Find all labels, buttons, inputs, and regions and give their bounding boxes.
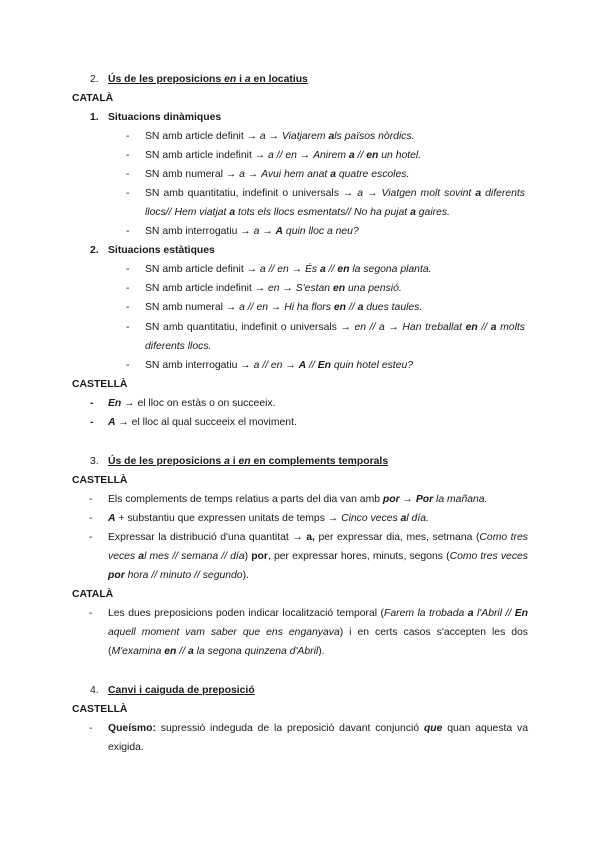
subheading-dinamiques: 1. Situacions dinàmiques [90,112,222,123]
list-item: - A + substantiu que expressen unitats de temps → Cinco veces al día. [89,513,429,524]
list-item: - SN amb article indefinit → en → S'estan en una pensió. [126,283,402,294]
list-item: - Expressar la distribució d'una quantitat → a, per expressar dia, mes, setmana (Como tres veces al mes // semana // día) por, per expressar hores, minuts, segons (Como tres veces por hora // minuto // segundo). [89,532,528,581]
section-4-title: Canvi i caiguda de preposició [108,685,255,696]
list-item: - SN amb numeral → a // en → Hi ha flors en // a dues taules. [126,302,423,313]
lang-heading-castella: CASTELLÀ [72,704,128,715]
list-item: - A → el lloc al qual succeeix el moviment. [90,417,297,428]
lang-heading-castella: CASTELLÀ [72,379,128,390]
lang-heading-castella: CASTELLÀ [72,475,128,486]
list-item: - SN amb quantitatiu, indefinit o universals → a → Viatgen molt sovint a diferents llocs// Hem viatjat a tots els llocs esmentats// No ha pujat a gaires. [126,188,525,218]
list-item: - SN amb quantitatiu, indefinit o universals → en // a → Han treballat en // a molts diferents llocs. [126,322,525,352]
lang-heading-catala: CATALÀ [72,93,114,104]
list-item: - SN amb interrogatiu → a → A quin lloc a neu? [126,226,359,237]
list-item: - SN amb article definit → a // en → És a // en la segona planta. [126,264,432,275]
section-2-title: Ús de les preposicions en i a en locatius [108,74,308,85]
list-item: - Queísmo: supressió indeguda de la preposició davant conjunció que quan aquesta va exigida. [89,723,528,753]
list-item: - SN amb article indefinit → a // en → Anirem a // en un hotel. [126,150,422,161]
list-item: - SN amb numeral → a → Avui hem anat a quatre escoles. [126,169,410,180]
list-item: - En → el lloc on estàs o on succeeix. [90,398,276,409]
document-page: 2. Ús de les preposicions en i a en locatius CATALÀ 1. Situacions dinàmiques - SN amb article definit → a → Viatjarem als països nòrdics. - SN amb article indefinit → a // en → Anirem a // en un hotel. - SN amb numeral → a → Avui hem anat a quatre escoles. - SN amb quantitatiu, indefinit o universals → a → Viatgen molt sovint a diferents llocs// Hem viatjat a tots els llocs esmentats// No ha pujat a gaires. - SN amb interrogatiu → a → A quin lloc a neu? 2. Situacions estàtiques - SN amb article definit → a // en → És a // en la segona planta. - SN amb article indefinit → en → S'estan en una pensió. - SN amb numeral → a // en → Hi ha flors en // a dues taules. - SN amb quantitatiu, indefinit o universals → en // a → Han treballat en // a molts diferents llocs. - SN amb interrogatiu → a // en → A // En quin hotel esteu? CASTELLÀ - En → el lloc on estàs o on succeeix. - A → el lloc al qual succeeix el moviment. 3. Ús de les preposicions a i en en complements temporals CASTELLÀ - Els complements de temps relatius a parts del dia van amb por → Por la mañana. - A + substantiu que expressen unitats de temps → Cinco veces al día. - Expressar la distribució d'una quantitat → a, per expressar dia, mes, setmana (Como tres veces al mes // semana // día) por, per expressar hores, minuts, segons (Como tres veces por hora // minuto // segundo). CATALÀ - Les dues preposicions poden indicar localització temporal (Farem la trobada a l'Abril // En aquell moment vam saber que ens enganyava) i en certs casos s'accepten les dos (M'examina en // a la segona quinzena d'Abril). 4. Canvi i caiguda de preposició CASTELLÀ - Queísmo: supressió indeguda de la preposició davant conjunció que quan aquesta va exigida. [0,0,600,848]
subheading-estatiques: 2. Situacions estàtiques [90,245,215,256]
lang-heading-catala: CATALÀ [72,589,114,600]
list-item: - Les dues preposicions poden indicar localització temporal (Farem la trobada a l'Abril // En aquell moment vam saber que ens enganyava) i en certs casos s'accepten les dos (M'examina en // a la segona quinzena d'Abril). [89,608,529,657]
list-item: - SN amb article definit → a → Viatjarem als països nòrdics. [126,131,415,142]
list-item: - SN amb interrogatiu → a // en → A // En quin hotel esteu? [126,360,414,371]
list-item: - Els complements de temps relatius a parts del dia van amb por → Por la mañana. [89,494,488,505]
section-3-title: Ús de les preposicions a i en en complements temporals [108,456,389,467]
